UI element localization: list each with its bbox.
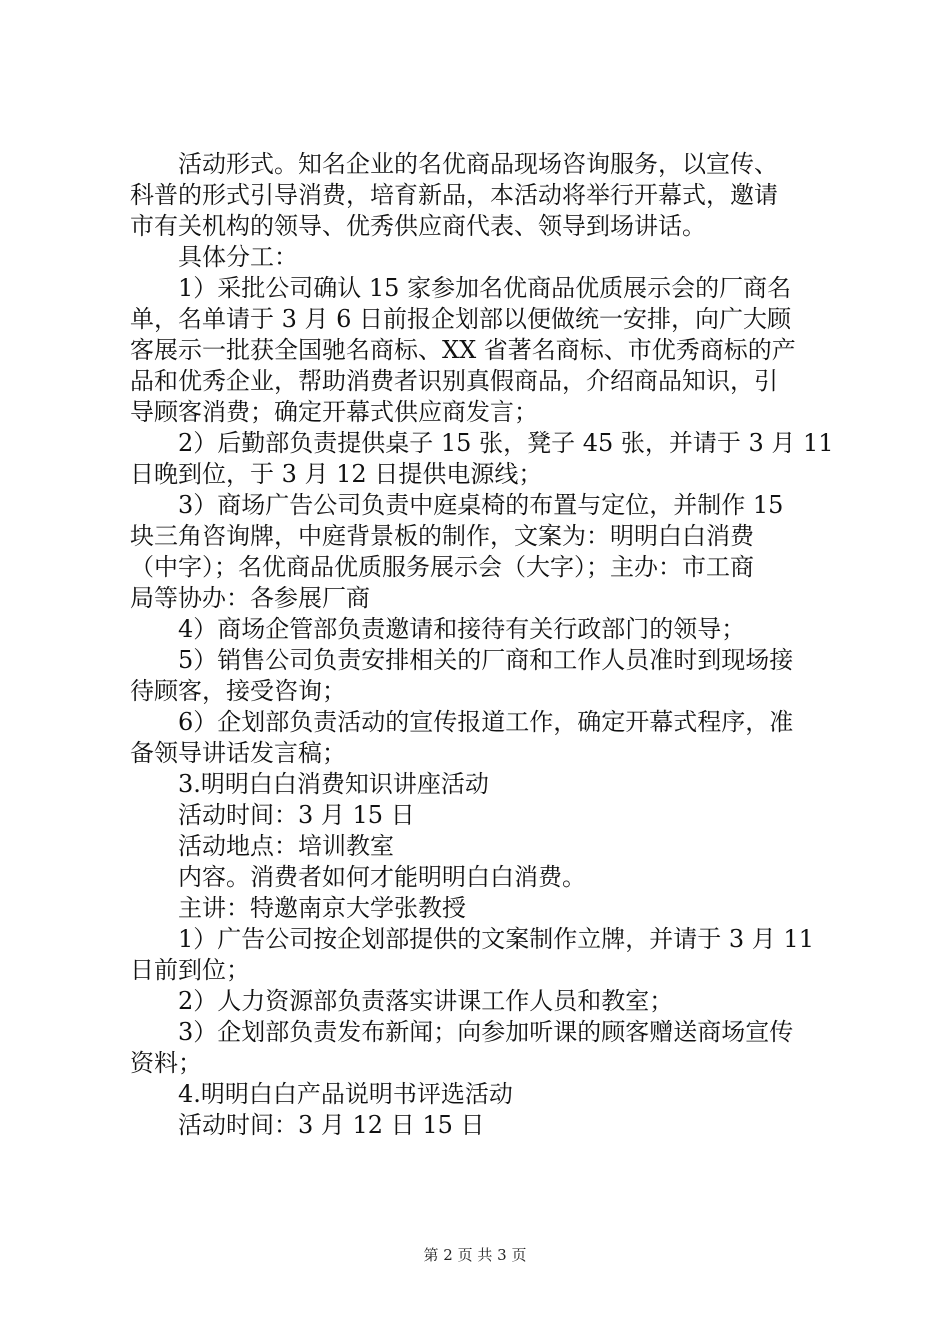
list-item-line: 6）企划部负责活动的宣传报道工作，确定开幕式程序，准 [178,708,794,736]
list-item-line: 待顾客，接受咨询； [130,677,346,705]
list-item-line: 2）后勤部负责提供桌子 15 张，凳子 45 张，并请于 3 月 11 [178,429,834,457]
paragraph-line: 科普的形式引导消费，培育新品，本活动将举行开幕式，邀请 [130,181,778,209]
list-item-line: 5）销售公司负责安排相关的厂商和工作人员准时到现场接 [178,646,794,674]
list-item-line: 日晚到位，于 3 月 12 日提供电源线； [130,460,543,488]
detail-line: 活动时间：3 月 12 日 15 日 [178,1111,485,1139]
detail-line: 主讲：特邀南京大学张教授 [178,894,466,922]
list-item-line: 2）人力资源部负责落实讲课工作人员和教室； [178,987,674,1015]
page-footer: 第 2 页 共 3 页 [423,1246,527,1264]
list-item-line: 备领导讲话发言稿； [130,739,346,767]
list-item-line: 3）企划部负责发布新闻；向参加听课的顾客赠送商场宣传 [178,1018,794,1046]
section-heading: 3.明明白白消费知识讲座活动 [178,770,489,798]
list-item-line: 局等协办：各参展厂商 [130,584,370,612]
list-item-line: 日前到位； [130,956,250,984]
list-item-line: 1）广告公司按企划部提供的文案制作立牌，并请于 3 月 11 [178,925,814,953]
paragraph-line: 活动形式。知名企业的名优商品现场咨询服务，以宣传、 [178,150,778,178]
list-item-line: 块三角咨询牌，中庭背景板的制作，文案为：明明白白消费 [130,522,754,550]
list-item-line: 1）采批公司确认 15 家参加名优商品优质展示会的厂商名 [178,274,792,302]
detail-line: 活动地点：培训教室 [178,832,394,860]
document-body [130,149,834,1141]
list-item-line: 资料； [130,1049,202,1077]
list-item-line: 单，名单请于 3 月 6 日前报企划部以便做统一安排，向广大顾 [130,305,792,333]
section-heading: 4.明明白白产品说明书评选活动 [178,1080,513,1108]
list-item-line: （中字）；名优商品优质服务展示会（大字）；主办：市工商 [130,553,754,581]
list-item-line: 4）商场企管部负责邀请和接待有关行政部门的领导； [178,615,746,643]
detail-line: 内容。消费者如何才能明明白白消费。 [178,863,586,891]
detail-line: 活动时间：3 月 15 日 [178,801,415,829]
list-item-line: 导顾客消费；确定开幕式供应商发言； [130,398,538,426]
list-item-line: 客展示一批获全国驰名商标、XX 省著名商标、市优秀商标的产 [130,336,796,364]
paragraph-line: 市有关机构的领导、优秀供应商代表、领导到场讲话。 [130,212,706,240]
list-item-line: 品和优秀企业，帮助消费者识别真假商品，介绍商品知识，引 [130,367,778,395]
list-item-line: 3）商场广告公司负责中庭桌椅的布置与定位，并制作 15 [178,491,784,519]
section-heading: 具体分工： [178,243,298,271]
